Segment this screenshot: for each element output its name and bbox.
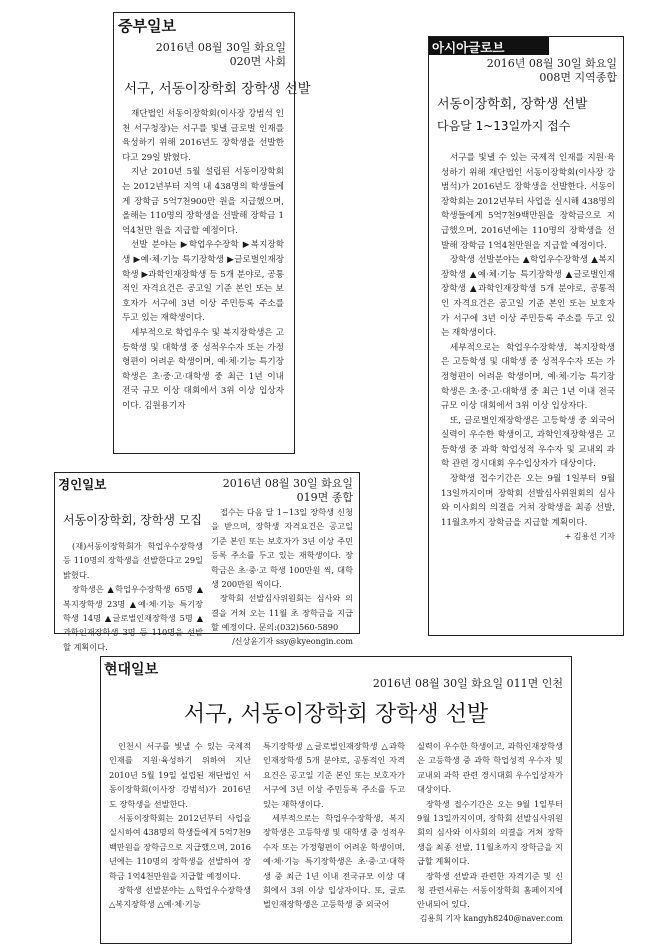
paragraph: 실력이 우수한 학생이고, 과학인재장학생은 고등학생 중 과학 학업성적 우수자 및 교내외 과학 관련 경시대회 우수입상자가 대상이다. — [417, 741, 563, 795]
article-col-3 — [417, 739, 563, 926]
page-line: 008면 지역종합 — [539, 71, 617, 84]
paragraph: 선발 분야는 ▶학업우수장학 ▶복지장학생 ▶예·체·기능 특기장학생 ▶글로벌인재장학생 ▶과학인재장학생 등 5개 분야로, 공통적인 자격요건은 공고일 기준 본인 또는 보호자가 서구에 3년 이상 주민등록 주소를 두고 있는 재학생이다. — [122, 240, 284, 324]
paper-logo: 경인일보 — [58, 477, 107, 492]
article-col-left — [63, 539, 203, 654]
paragraph: 장학생 선발과 관련한 자격기준 및 신청 관련서류는 서동이장학회 홈페이지에 안내되어 있다. — [417, 870, 563, 910]
page-line: 020면 사회 — [229, 55, 286, 68]
clip-asiaglobe — [428, 36, 624, 636]
article-col-2 — [263, 739, 405, 912]
subheadline: 다음달 1~13일까지 접수 — [437, 119, 571, 133]
byline: /신상윤기자 ssy@kyeongin.com — [232, 636, 353, 646]
paragraph: 서동이장학회는 2012년부터 사업을 실시하여 438명의 학생들에게 5억7천9백만원을 장학금으로 지급했으며, 2016년에는 110명의 장학생을 선발하여 장학금 1억4천만원을 지급할 예정이다. — [109, 813, 251, 881]
paragraph: 장학생 선발분야는 △학업우수장학생 △복지장학생 △예·체·기능 — [109, 885, 251, 910]
paragraph: 또, 글로벌인재장학생은 고등학생 중 외국어 실력이 우수한 학생이고, 과학인재장학생은 고등학생 중 과학 학업성적 우수자 및 교내외 과학 관련 경시대회 우수입상자가 대상이다. — [441, 415, 615, 470]
paragraph: (재)서동이장학회가 학업우수장학생 등 110명의 장학생을 선발한다고 29일 밝혔다. — [63, 541, 203, 580]
article-col-right — [211, 477, 353, 649]
paragraph: 서구를 빛낼 수 있는 국제적 인재를 지원·육성하기 위해 재단법인 서동이장학회(이사장 강범석)가 2016년도 장학생을 선발한다. 서동이장학회는 2012년부터 사업을 실시해 438명의 학생들에게 5억7천9백만원을 장학금으로 지급했으며, 2016년에는 110명의 장학생을 선발해 장학금 1억4천만원을 지급할 예정이다. — [441, 153, 615, 251]
page-line: 019면 종합 — [296, 491, 353, 504]
clip-kyeongin — [54, 472, 360, 652]
date-line: 2016년 08월 30일 화요일 — [486, 57, 617, 70]
paragraph: 인천시 서구를 빛낼 수 있는 국제적 인재를 지원·육성하기 위하여 지난 2010년 5월 19일 설립된 재단법인 서동이장학회(이사장 강범석)가 2016년도 장학생을 선발한다. — [109, 741, 251, 809]
clip-jungbu — [113, 12, 311, 454]
paragraph: 장학생 접수기간은 오는 9월 1일부터 9월 13일까지이며 장학회 선발심사위원회의 심사와 이사회의 의결을 거쳐 장학생을 최종 선발, 11월초까지 장학금을 지급할 계획이다. — [441, 474, 615, 528]
headline: 서동이장학회, 장학생 선발 — [437, 97, 588, 112]
headline: 서동이장학회, 장학생 모집 — [63, 513, 202, 527]
paragraph: 특기장학생 △글로벌인재장학생 △과학인재장학생 5개 분야로, 공통적인 자격요건은 공고일 기준 본인 또는 보호자가 서구에 3년 이상 주민등록 주소를 두고 있는 재학생이다. — [263, 741, 405, 809]
byline: + 김용선 기자 — [564, 532, 615, 542]
date-line: 2016년 08월 30일 화요일 — [155, 41, 286, 54]
article-body — [122, 107, 284, 413]
byline: 김용희 기자 kangyh8240@naver.com — [419, 913, 563, 923]
paragraph: 지난 2010년 5월 설립된 서동이장학회는 2012년부터 지역 내 438명의 학생들에게 장학금 5억7천900만 원을 지급했으며, 올해는 110명의 장학생을 선발해 장학금 1억4천만 원을 지급할 예정이다. — [122, 167, 284, 236]
paragraph: 세부적으로 학업우수 및 복지장학생은 고등학생 및 대학생 중 성적우수자 또는 가정형편이 어려운 학생이며, 예·체·기능 특기장학생은 초·중·고·대학생 중 최근 1년 이내 전국 규모 이상 대회에서 3위 이상 입상자이다. 김원용기자 — [122, 327, 284, 411]
paragraph: 장학생은 ▲학업우수장학생 65명 ▲복지장학생 23명 ▲예·체·기능 특기장학생 14명 ▲글로벌인재장학생 5명 ▲과학인재장학생 3명 등 110명을 선발할 계획이다. — [63, 584, 203, 652]
paper-logo: 아시아글로브 — [432, 40, 505, 55]
date-line: 2016년 08월 30일 화요일 011면 인천 — [372, 677, 563, 690]
date-line: 2016년 08월 30일 화요일 — [222, 477, 353, 490]
paper-logo: 현대일보 — [104, 662, 159, 678]
paragraph: 접수는 다음 달 1~13일 장학생 신청을 받으며, 장학생 자격요건은 공고일 기준 본인 또는 보호자가 3년 이상 주민등록 주소를 두고 있는 재학생이다. 장학금은 초·중·고 학생 100만원 씩, 대학생 200만원 씩이다. — [211, 507, 353, 590]
paragraph: 세부적으로는 학업우수장학생, 복지장학생은 고등학생 및 대학생 중 성적우수자 또는 가정형편이 어려운 학생이며, 예·체·기능 특기장학생은 초·중·고·대학생 중 최근 1년 이내 전국규모 이상 대회에서 3위 이상 입상자다. — [441, 342, 615, 412]
clip-hyundae — [100, 656, 572, 944]
article-col-1 — [109, 739, 251, 912]
paragraph: 세부적으로는 학업우수장학생, 복지장학생은 고등학생 및 대학생 중 성적우수자 또는 가정형편이 어려운 학생이며, 예·체·기능 특기장학생은 초·중·고·대학생 중 최근 1년 이내 전국규모 이상 대회에서 3위 이상 입상자이다. 또, 글로벌인재장학생은 고등학생 중 외국어 — [263, 813, 405, 910]
paragraph: 장학생 접수기간은 오는 9월 1일부터 9월 13일까지이며, 장학회 선발심사위원회의 심사와 이사회의 의결을 거쳐 장학생을 최종 선발, 11월초까지 장학금을 지급할 계획이다. — [417, 798, 563, 867]
article-body — [441, 151, 615, 545]
byline: 김원용기자 — [144, 400, 186, 411]
paragraph: 장학회 선발심사위원회는 심사와 의결을 거쳐 오는 11월 초 장학금을 지급할 예정이다. 문의:(032)560-5890 — [211, 593, 353, 633]
headline: 서구, 서동이장학회 장학생 선발 — [183, 702, 489, 727]
headline: 서구, 서동이장학회 장학생 선발 — [124, 81, 311, 97]
paragraph: 장학생 선발분야는 ▲학업우수장학생 ▲복지장학생 ▲예·체·기능 특기장학생 ▲글로벌인재장학생 ▲과학인재장학생 5개 분야로, 공통적인 자격요건은 공고일 기준 본인 또는 보호자가 서구에 3년 이상 주민등록 주소를 두고 있는 재학생이다. — [441, 255, 615, 339]
paper-logo: 중부일보 — [118, 17, 176, 35]
paragraph: 재단법인 서동이장학회(이사장 강범석 인천 서구청장)는 서구를 빛낼 글로벌 인재를 육성하기 위해 2016년도 장학생을 선발한다고 29일 밝혔다. — [122, 109, 284, 163]
